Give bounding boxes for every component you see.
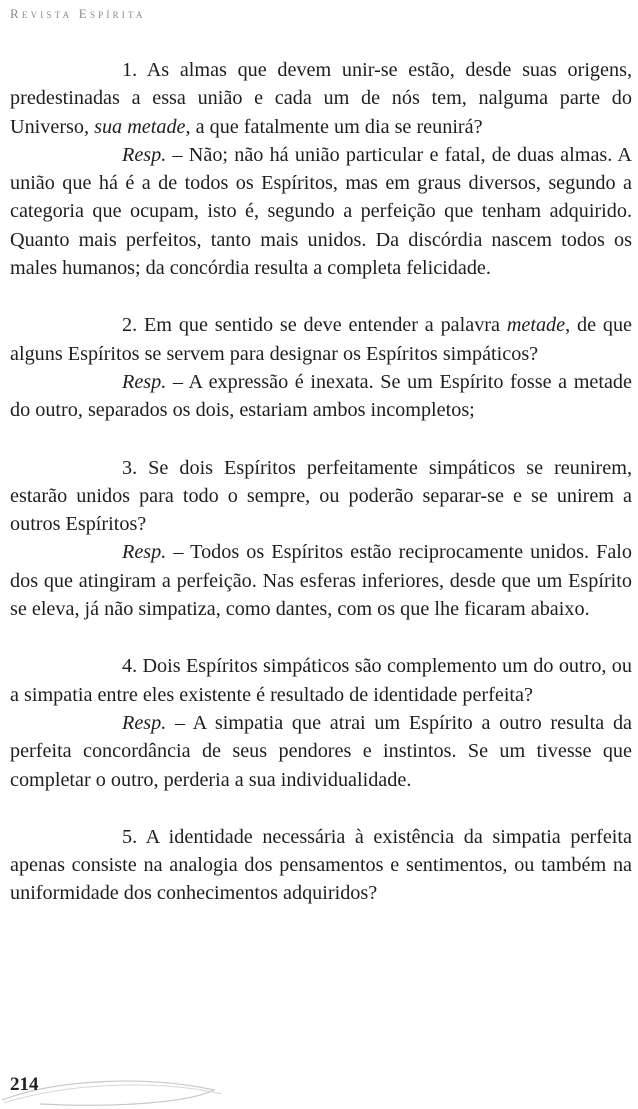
answer-4-text: – A simpatia que atrai um Espírito a outro resulta da perfeita concordância de seus pendores e instintos. Se um tivesse que completar o outro, perderia a sua individualidade. [10,711,632,791]
question-4-text: 4. Dois Espíritos simpáticos são complemento um do outro, ou a simpatia entre eles existente é resultado de identidade perfeita? [10,655,632,706]
question-1-text: 1. As almas que devem unir-se estão, desde suas origens, predestinadas a essa união e cada um de nós tem, nalguma parte do Universo, [10,59,632,138]
question-4 [10,652,632,709]
question-5-text: 5. A identidade necessária à existência da simpatia perfeita apenas consiste na analogia dos pensamentos e sentimentos, ou também na uniformidade dos conhecimentos adquiridos? [10,825,632,905]
resp-label: Resp. [122,711,167,734]
running-title: Revista Espírita [10,6,146,21]
answer-3 [10,538,632,623]
question-3-text: 3. Se dois Espíritos perfeitamente simpáticos se reunirem, estarão unidos para todo o sempre, ou poderão separar-se e se unirem a outros Espíritos? [10,456,632,536]
question-3 [10,454,632,539]
answer-1-text: – Não; não há união particular e fatal, de duas almas. A união que há é a de todos os Espíritos, mas em graus diversos, segundo a categoria que ocupam, isto é, segundo a perfeição que tenham adquirido. Quanto mais perfeitos, tanto mais unidos. Da discórdia nascem todos os males humanos; da concórdia resulta a completa felicidade. [10,143,632,280]
question-2-tail: , de que alguns Espíritos se servem para designar os Espíritos simpáticos? [10,314,632,365]
resp-label: Resp. [122,143,167,166]
question-2-emphasis: metade [506,314,566,337]
question-1-emphasis: sua metade [94,115,186,138]
question-1 [10,56,632,141]
page-number: 214 [10,1074,39,1095]
page-body [10,56,632,908]
question-5 [10,823,632,908]
resp-label: Resp. [122,370,167,393]
answer-4 [10,709,632,794]
resp-label: Resp. [122,541,167,564]
answer-2 [10,368,632,425]
question-2 [10,311,632,368]
question-2-text: 2. Em que sentido se deve entender a palavra [122,314,507,337]
question-1-tail: , a que fatalmente um dia se reunirá? [185,115,483,138]
answer-3-text: – Todos os Espíritos estão reciprocamente unidos. Falo dos que atingiram a perfeição. Nas esferas inferiores, desde que um Espírito se eleva, já não simpatiza, como dantes, com os que lhe ficaram abaixo. [10,541,632,621]
answer-1 [10,141,632,282]
answer-2-text: – A expressão é inexata. Se um Espírito fosse a metade do outro, separados os dois, estariam ambos incompletos; [10,370,632,422]
